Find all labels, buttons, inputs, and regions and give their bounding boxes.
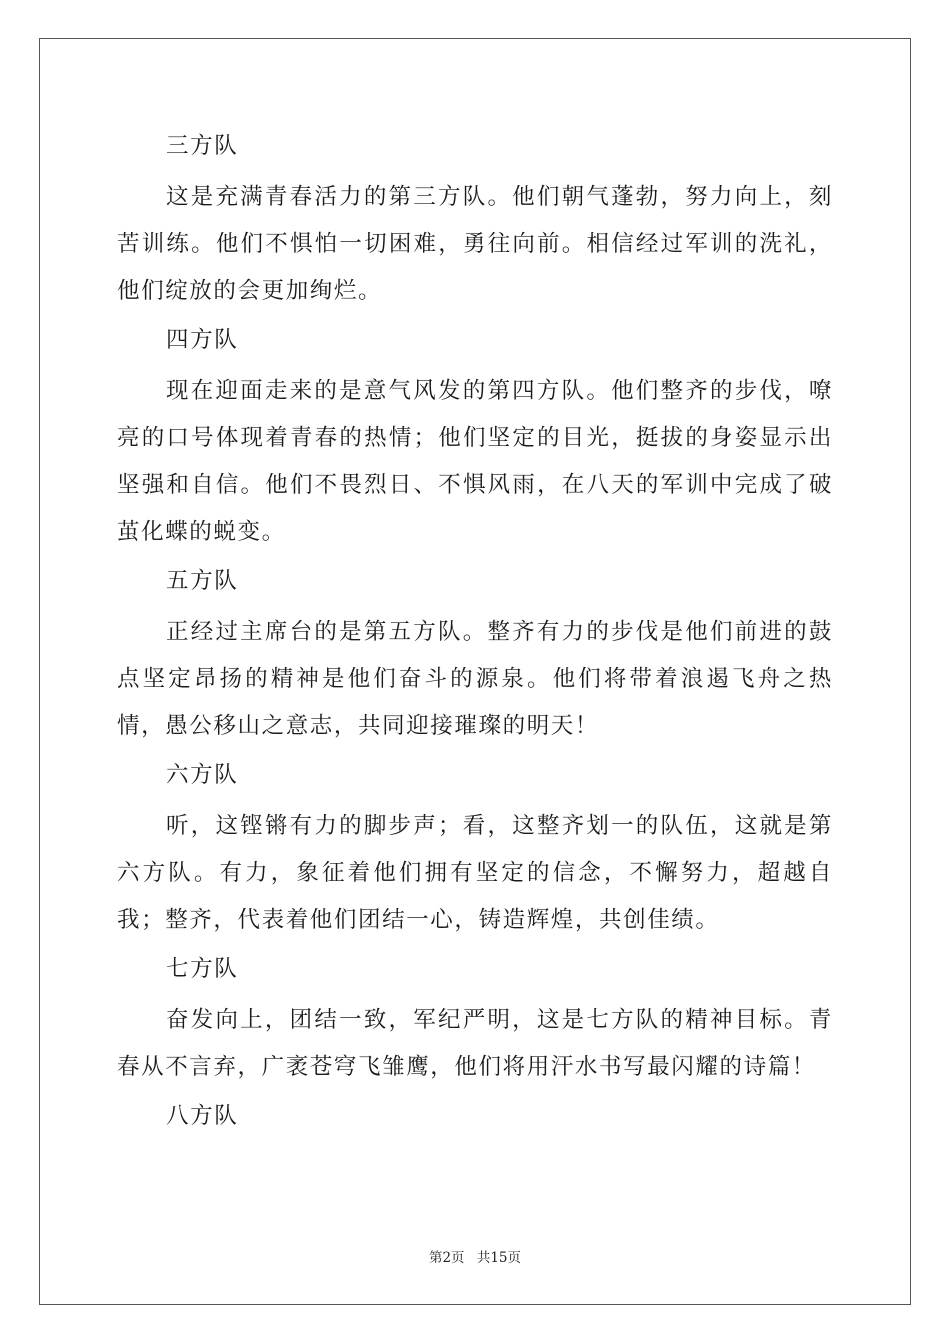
section-heading: 三方队 xyxy=(166,133,239,159)
section-heading: 八方队 xyxy=(166,1103,239,1129)
paragraph: 听，这铿锵有力的脚步声；看，这整齐划一的队伍，这就是第六方队。有力，象征着他们拥有坚定的信念，不懈努力，超越自我；整齐，代表着他们团结一心，铸造辉煌，共创佳绩。 xyxy=(117,813,833,933)
paragraph: 这是充满青春活力的第三方队。他们朝气蓬勃，努力向上，刻苦训练。他们不惧怕一切困难，勇往向前。相信经过军训的洗礼，他们绽放的会更加绚烂。 xyxy=(117,184,833,304)
document-body xyxy=(117,123,833,1144)
section-heading: 四方队 xyxy=(166,327,239,353)
section-heading: 六方队 xyxy=(166,762,239,788)
paragraph: 正经过主席台的是第五方队。整齐有力的步伐是他们前进的鼓点坚定昂扬的精神是他们奋斗的源泉。他们将带着浪遏飞舟之热情，愚公移山之意志，共同迎接璀璨的明天！ xyxy=(117,619,833,739)
paragraph: 奋发向上，团结一致，军纪严明，这是七方队的精神目标。青春从不言弃，广袤苍穹飞雏鹰，他们将用汗水书写最闪耀的诗篇！ xyxy=(117,1007,833,1080)
section-heading: 五方队 xyxy=(166,568,239,594)
paragraph: 现在迎面走来的是意气风发的第四方队。他们整齐的步伐，嘹亮的口号体现着青春的热情；他们坚定的目光，挺拔的身姿显示出坚强和自信。他们不畏烈日、不惧风雨，在八天的军训中完成了破茧化蝶的蜕变。 xyxy=(117,378,833,545)
page-footer xyxy=(0,1246,950,1266)
section-heading: 七方队 xyxy=(166,956,239,982)
page-number: 第2页 xyxy=(428,1250,465,1266)
page-total: 共15页 xyxy=(476,1250,522,1266)
